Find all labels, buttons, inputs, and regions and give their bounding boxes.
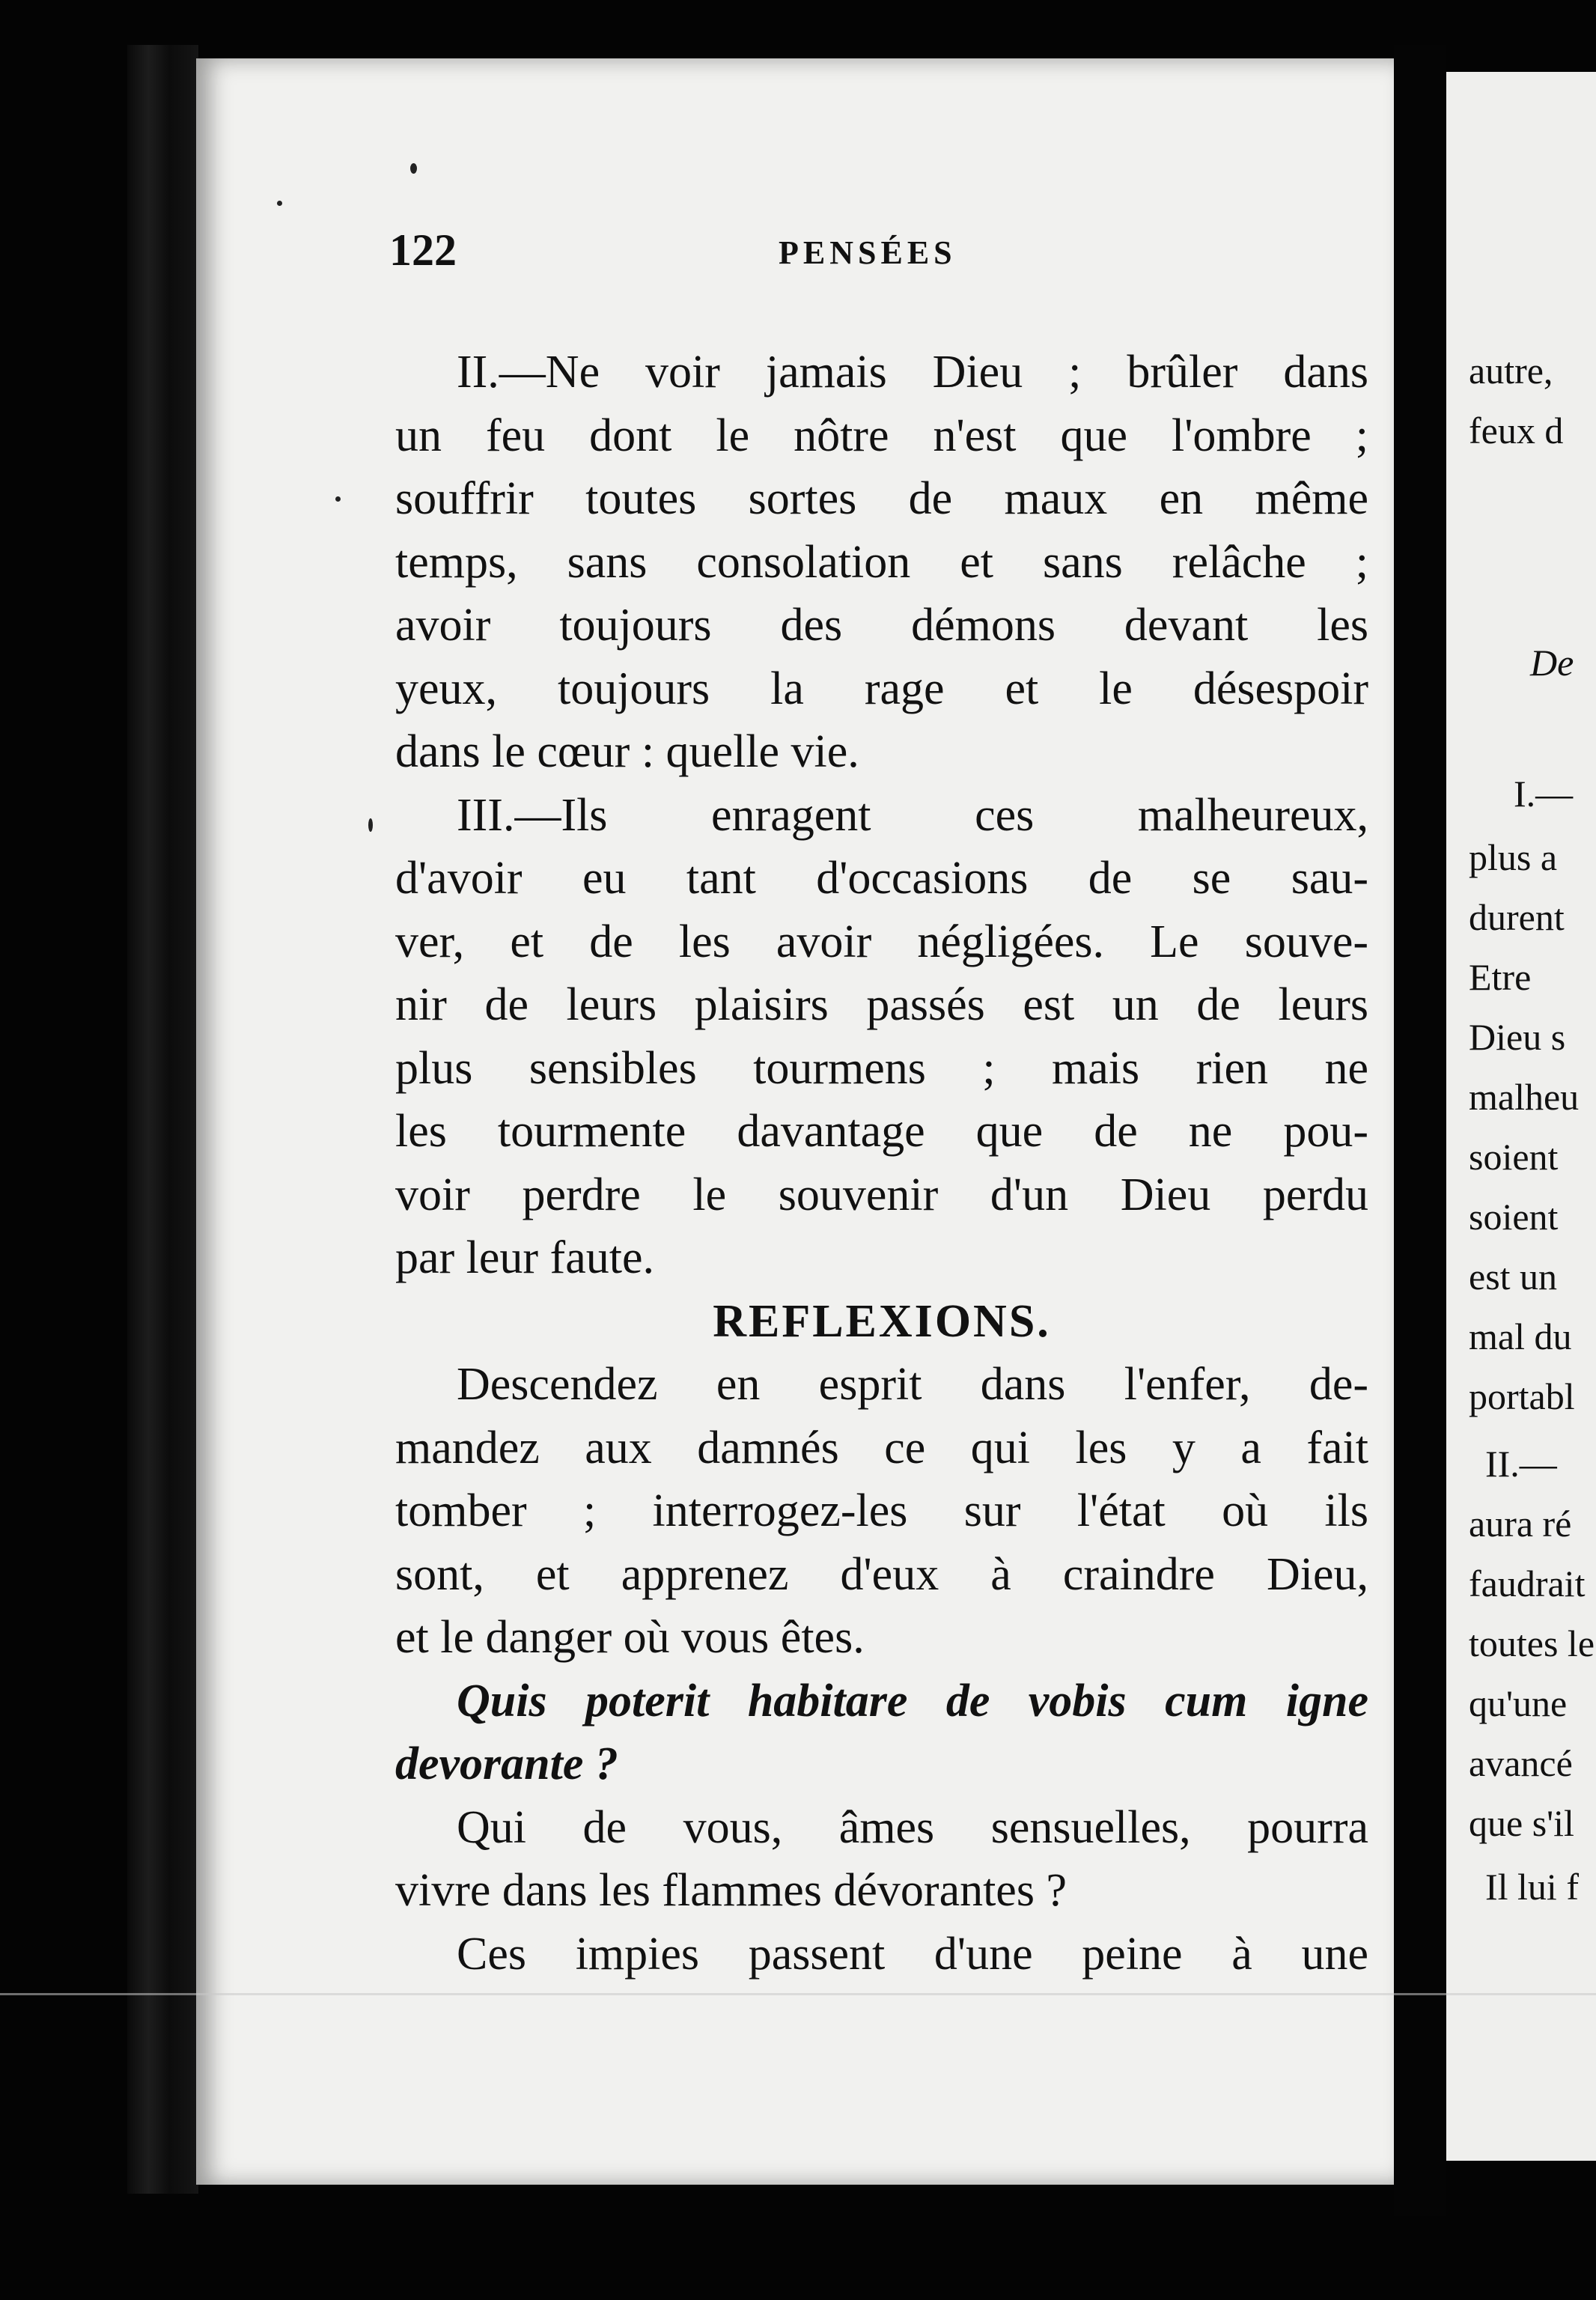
facing-text-line: qu'une [1469, 1682, 1568, 1724]
book-spine [127, 45, 198, 2194]
text-line: nir de leurs plaisirs passés est un de leurs [395, 979, 1368, 1030]
facing-text-line: portabl [1469, 1375, 1575, 1417]
latin-quote-line: Quis poterit habitare de vobis cum igne [457, 1675, 1368, 1726]
facing-text-line: I.— [1514, 773, 1574, 815]
facing-text-line: soient [1469, 1196, 1559, 1238]
facing-text-line: que s'il [1469, 1802, 1574, 1844]
facing-text-line: mal du [1469, 1315, 1572, 1357]
scan-artifact-line [0, 1993, 1596, 1995]
ink-speck [335, 496, 341, 502]
facing-page [1446, 72, 1596, 2161]
text-line: mandez aux damnés ce qui les y a fait [395, 1422, 1368, 1473]
text-line: vivre dans les flammes dévorantes ? [395, 1865, 1067, 1916]
text-line: Qui de vous, âmes sensuelles, pourra [457, 1801, 1368, 1853]
text-line: souffrir toutes sortes de maux en même [395, 473, 1368, 524]
text-line: III.—Ils enragent ces malheureux, [457, 789, 1368, 841]
page-header [389, 225, 1385, 285]
facing-text-line: malheu [1469, 1076, 1580, 1118]
facing-text-line: est un [1469, 1256, 1558, 1297]
text-line: Descendez en esprit dans l'enfer, de- [457, 1359, 1368, 1410]
facing-text-line: autre, [1469, 350, 1553, 392]
text-line: tomber ; interrogez-les sur l'état où ils [395, 1485, 1368, 1536]
facing-heading: De [1530, 642, 1574, 684]
facing-text-line: durent [1469, 896, 1565, 938]
text-line: ver, et de les avoir négligées. Le souve- [395, 916, 1368, 967]
running-head: PENSÉES [779, 234, 957, 271]
text-line: les tourmente davantage que de ne pou- [395, 1106, 1368, 1157]
facing-text-line: feux d [1469, 410, 1564, 451]
text-line: d'avoir eu tant d'occasions de se sau- [395, 853, 1368, 904]
text-line: et le danger où vous êtes. [395, 1612, 865, 1663]
facing-text-line: II.— [1485, 1443, 1557, 1485]
facing-text-line: faudrait [1469, 1563, 1586, 1604]
text-line: voir perdre le souvenir d'un Dieu perdu [395, 1169, 1368, 1220]
facing-text-line: Dieu s [1469, 1016, 1566, 1058]
ink-speck [368, 818, 373, 832]
text-line: sont, et apprenez d'eux à craindre Dieu, [395, 1548, 1368, 1600]
facing-text-line: plus a [1469, 836, 1558, 878]
facing-text-line: Il lui f [1485, 1866, 1579, 1908]
latin-quote-line: devorante ? [395, 1738, 618, 1789]
facing-text-line: soient [1469, 1136, 1559, 1178]
facing-text-line: Etre [1469, 956, 1532, 998]
page-number: 122 [389, 225, 457, 275]
text-line: dans le cœur : quelle vie. [395, 726, 859, 777]
facing-text-line: avancé [1469, 1742, 1573, 1784]
ink-speck [277, 201, 282, 206]
page-gutter [1394, 45, 1446, 2216]
text-line: un feu dont le nôtre n'est que l'ombre ; [395, 410, 1368, 461]
text-line: temps, sans consolation et sans relâche ; [395, 536, 1368, 588]
text-line: plus sensibles tourmens ; mais rien ne [395, 1042, 1368, 1094]
text-line: II.—Ne voir jamais Dieu ; brûler dans [457, 347, 1368, 398]
text-line: avoir toujours des démons devant les [395, 600, 1368, 651]
text-line: par leur faute. [395, 1232, 654, 1283]
facing-text-line: toutes le [1469, 1622, 1595, 1664]
ink-speck [410, 163, 417, 174]
section-heading: REFLEXIONS. [713, 1295, 1051, 1347]
text-line: Ces impies passent d'une peine à une [457, 1928, 1368, 1980]
facing-text-line: aura ré [1469, 1503, 1572, 1545]
text-line: yeux, toujours la rage et le désespoir [395, 663, 1368, 714]
page-body [395, 341, 1368, 1986]
